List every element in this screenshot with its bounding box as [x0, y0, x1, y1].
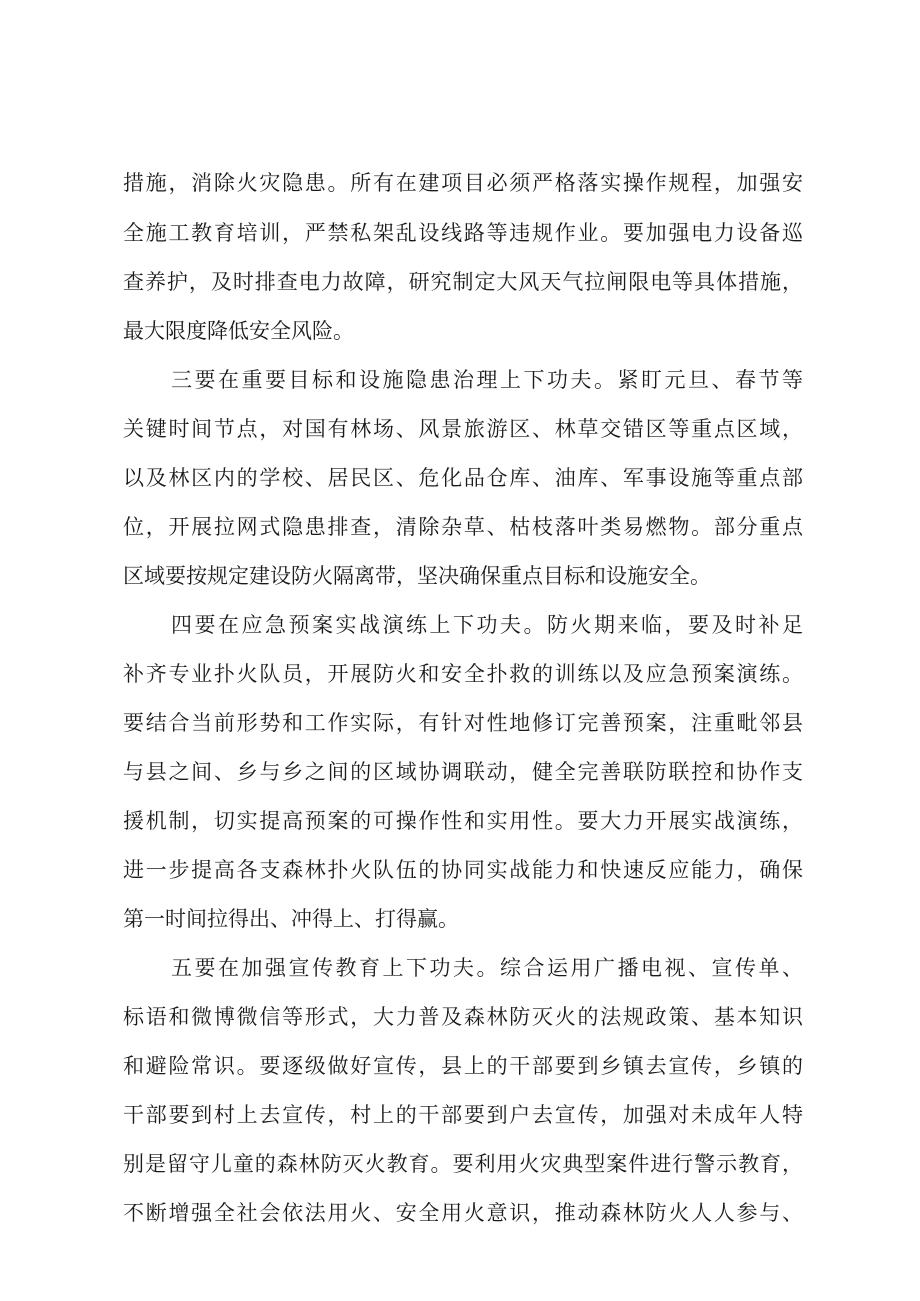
paragraph-heading-line: 三要在重要目标和设施隐患治理上下功夫。紧盯元旦、春节等 [171, 368, 803, 392]
text-line: 别是留守儿童的森林防灭火教育。要利用火灾典型案件进行警示教育， [123, 1152, 803, 1176]
text-line: 不断增强全社会依法用火、安全用火意识，推动森林防火人人参与、 [123, 1201, 803, 1225]
text-line: 补齐专业扑火队员，开展防火和安全扑救的训练以及应急预案演练。 [123, 662, 803, 686]
text-line: 措施，消除火灾隐患。所有在建项目必须严格落实操作规程，加强安 [123, 171, 803, 195]
text-line: 区域要按规定建设防火隔离带，坚决确保重点目标和设施安全。 [123, 564, 711, 588]
text-line: 关键时间节点，对国有林场、风景旅游区、林草交错区等重点区域， [123, 417, 803, 441]
text-line: 与县之间、乡与乡之间的区域协调联动，健全完善联防联控和协作支 [123, 760, 803, 784]
paragraph-heading-line: 五要在加强宣传教育上下功夫。综合运用广播电视、宣传单、 [171, 956, 803, 980]
text-line: 第一时间拉得出、冲得上、打得赢。 [123, 907, 459, 931]
text-line: 和避险常识。要逐级做好宣传，县上的干部要到乡镇去宣传，乡镇的 [123, 1054, 803, 1078]
text-line: 干部要到村上去宣传，村上的干部要到户去宣传，加强对未成年人特 [123, 1103, 803, 1127]
text-line: 进一步提高各支森林扑火队伍的协同实战能力和快速反应能力，确保 [123, 858, 803, 882]
text-line: 标语和微博微信等形式，大力普及森林防灭火的法规政策、基本知识 [123, 1005, 803, 1029]
text-line: 查养护，及时排查电力故障，研究制定大风天气拉闸限电等具体措施， [123, 270, 803, 294]
paragraph-heading-line: 四要在应急预案实战演练上下功夫。防火期来临，要及时补足 [171, 613, 803, 637]
text-line: 最大限度降低安全风险。 [123, 319, 354, 343]
text-line: 以及林区内的学校、居民区、危化品仓库、油库、军事设施等重点部 [123, 466, 803, 490]
text-line: 要结合当前形势和工作实际，有针对性地修订完善预案，注重毗邻县 [123, 711, 803, 735]
text-line: 援机制，切实提高预案的可操作性和实用性。要大力开展实战演练， [123, 809, 803, 833]
text-line: 位，开展拉网式隐患排查，清除杂草、枯枝落叶类易燃物。部分重点 [123, 515, 803, 539]
text-line: 全施工教育培训，严禁私架乱设线路等违规作业。要加强电力设备巡 [123, 221, 803, 245]
